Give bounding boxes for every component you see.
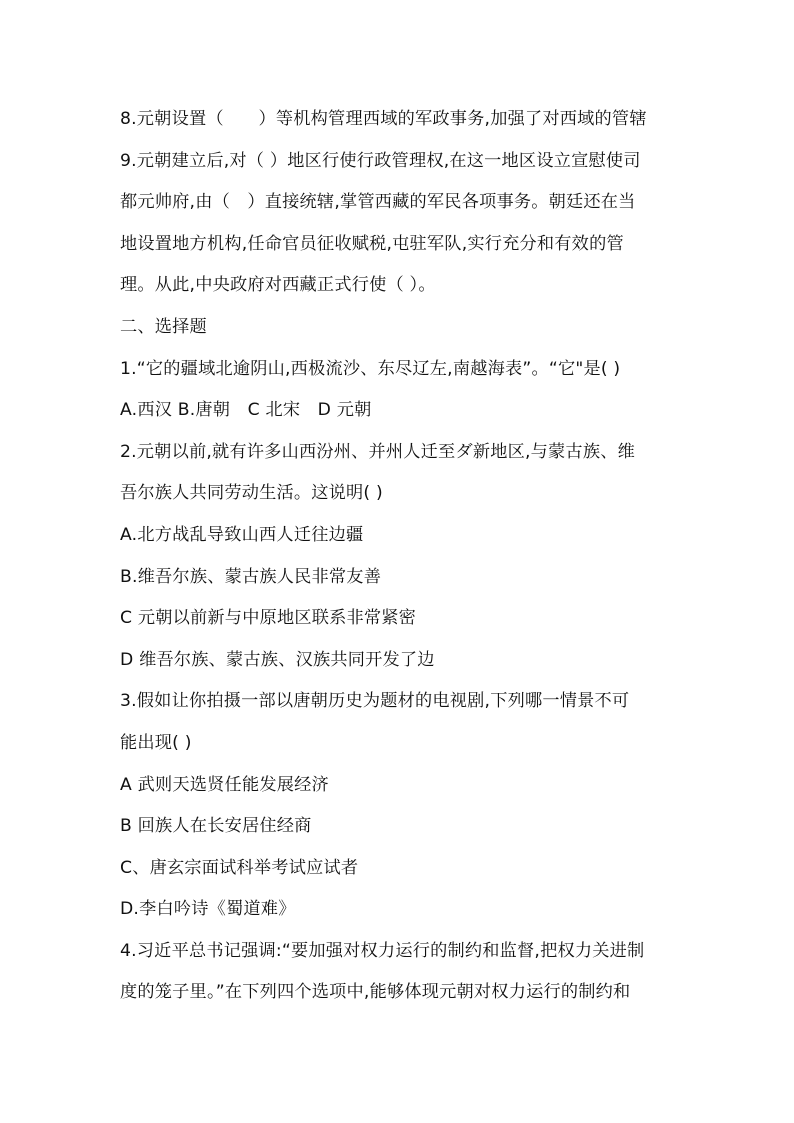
question-9-line-1: 9.元朝建立后,对（ ）地区行使行政管理权,在这一地区设立宣慰使司 — [120, 150, 641, 171]
choice-question-2-option-b: B.维吾尔族、蒙古族人民非常友善 — [120, 566, 382, 587]
choice-question-2-line-1: 2.元朝以前,就有许多山西汾州、并州人迁至ダ新地区,与蒙古族、维 — [120, 441, 635, 462]
question-9-line-3: 地设置地方机构,任命官员征收赋税,屯驻军队,实行充分和有效的管 — [120, 233, 624, 254]
question-9-line-2: 都元帅府,由（ ）直接统辖,掌管西藏的军民各项事务。朝廷还在当 — [120, 192, 636, 213]
choice-question-4-line-2: 度的笼子里。”在下列四个选项中,能够体现元朝对权力运行的制约和 — [120, 982, 631, 1003]
question-9-line-4: 理。从此,中央政府对西藏正式行使（ ）。 — [120, 275, 436, 296]
choice-question-2-option-d: D 维吾尔族、蒙古族、汉族共同开发了边 — [120, 649, 435, 670]
choice-question-1-options: A.西汉 B.唐朝 C 北宋 D 元朝 — [120, 400, 372, 421]
document-body — [120, 99, 680, 1014]
choice-question-3-line-1: 3.假如让你拍摄一部以唐朝历史为题材的电视剧,下列哪一情景不可 — [120, 691, 630, 712]
choice-question-3-option-b: B 回族人在长安居住经商 — [120, 816, 312, 837]
choice-question-4-line-1: 4.习近平总书记强调:“要加强对权力运行的制约和监督,把权力关进制 — [120, 940, 645, 961]
choice-question-2-option-c: C 元朝以前新与中原地区联系非常紧密 — [120, 608, 417, 629]
choice-question-3-option-a: A 武则天选贤任能发展经济 — [120, 774, 329, 795]
question-8-line: 8.元朝设置（ ）等机构管理西域的军政事务,加强了对西域的管辖 — [120, 109, 647, 129]
choice-question-1: 1.“它的疆域北逾阴山,西极流沙、东尽辽左,南越海表”。“它"是( ) — [120, 358, 621, 379]
choice-question-3-option-d: D.李白吟诗《蜀道难》 — [120, 899, 296, 920]
choice-question-2-option-a: A.北方战乱导致山西人迁往边疆 — [120, 524, 364, 545]
choice-question-3-line-2: 能出现( ) — [120, 732, 192, 753]
choice-question-3-option-c: C、唐玄宗面试科举考试应试者 — [120, 857, 359, 878]
section-heading-choice: 二、选择题 — [120, 316, 207, 337]
choice-question-2-line-2: 吾尔族人共同劳动生活。这说明( ) — [120, 483, 383, 504]
